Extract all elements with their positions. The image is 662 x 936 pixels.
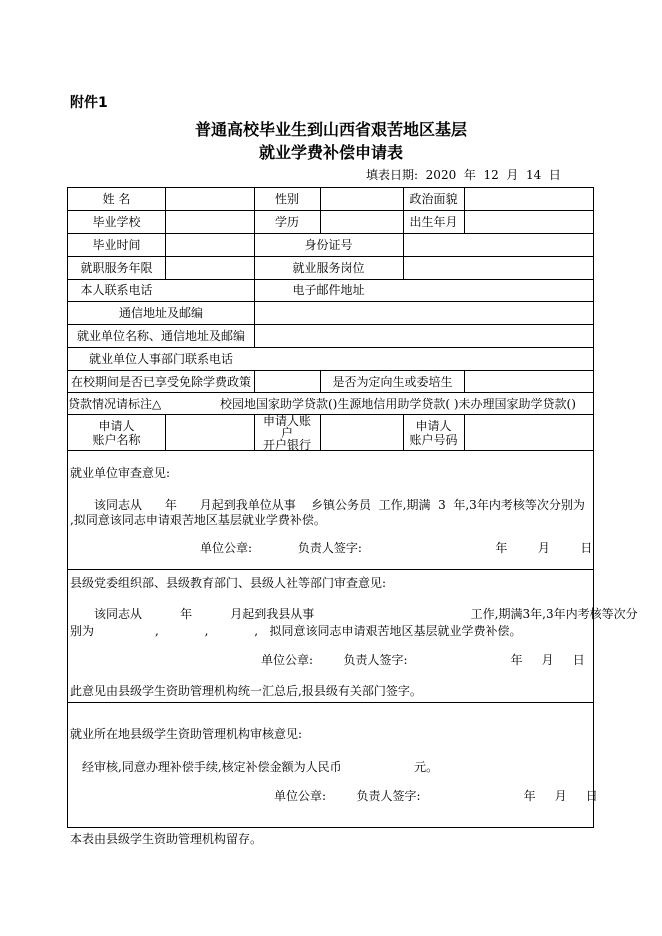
attachment-label: 附件1 [70,95,108,111]
id-number-field[interactable] [404,234,593,256]
phone-label: 本人联系电话 [80,283,153,297]
service-post-field[interactable] [404,257,593,279]
school-field[interactable] [166,211,254,233]
education-field[interactable] [321,211,403,233]
birth-label: 出生年月 [409,215,458,229]
aid-review-body: 经审核,同意办理补偿手续,核定补偿金额为人民币 元。 [82,760,439,774]
email-label: 电子邮件地址 [292,283,365,297]
phone-field[interactable] [166,279,254,301]
form-title-line2: 就业学费补偿申请表 [258,143,403,162]
employer-review-sign: 单位公章: 负责人签字: 年 月 日 [200,541,593,555]
account-number-label [403,415,464,450]
aid-review-sign: 单位公章: 负责人签字: 年 月 日 [274,789,598,803]
account-bank-line3: 开户银行 [262,438,311,450]
service-years-field[interactable] [166,257,254,279]
employer-review-body-2: ,拟同意该同志申请艰苦地区基层就业学费补偿。 [70,513,326,527]
footer-note: 本表由县级学生资助管理机构留存。 [70,832,263,846]
name-label: 姓 名 [102,192,131,206]
account-name-field[interactable] [166,415,254,450]
county-review-title: 县级党委组织部、县级教育部门、县级人社等部门审查意见: [70,576,387,590]
directed-label: 是否为定向生或委培生 [332,374,453,389]
loan-options[interactable]: 校园地国家助学贷款()生源地信用助学贷款( )未办理国家助学贷款() [220,396,576,411]
loan-label: 贷款情况请标注△ [68,396,162,411]
account-bank-line1: 申请人账 [262,415,311,428]
account-number-line1: 申请人 [415,418,452,433]
application-form-table [67,187,638,828]
email-field[interactable] [404,279,593,301]
education-label: 学历 [274,215,299,229]
fill-date: 填表日期: 2020 年 12 月 14 日 [366,168,561,182]
account-bank-field[interactable] [321,415,403,450]
directed-field[interactable] [465,371,593,392]
tuition-exempt-field[interactable] [255,371,320,392]
employer-label: 就业单位名称、通信地址及邮编 [76,329,245,343]
employer-review-body-1: 该同志从 年 月起到我单位从事 乡镇公务员 工作,期满 3 年,3年内考核等次分别为 [94,498,585,512]
service-years-label: 就职服务年限 [80,261,153,275]
gender-field[interactable] [321,188,403,210]
id-number-label: 身份证号 [304,238,353,252]
account-number-line2: 账户号码 [409,432,458,447]
account-bank-line2: 户 [280,426,293,440]
tuition-exempt-label: 在校期间是否已享受免除学费政策 [70,374,251,389]
county-review-sign: 单位公章: 负责人签字: 年 月 日 [261,653,585,667]
employer-review-title: 就业单位审查意见: [70,466,171,480]
address-label: 通信地址及邮编 [118,306,203,320]
form-title-line1: 普通高校毕业生到山西省艰苦地区基层 [194,120,467,139]
address-field[interactable] [255,302,593,324]
politics-label: 政治面貌 [409,192,458,206]
account-name-label [68,415,165,450]
grad-time-field[interactable] [166,234,254,256]
aid-review-title: 就业所在地县级学生资助管理机构审核意见: [70,727,303,741]
politics-field[interactable] [465,188,593,210]
account-name-line2: 账户名称 [92,432,141,447]
account-bank-label [254,415,320,450]
service-post-label: 就业服务岗位 [292,261,365,275]
account-name-line1: 申请人 [98,418,135,433]
gender-label: 性别 [274,192,299,206]
county-review-body-2: 别为 , , , 拟同意该同志申请艰苦地区基层就业学费补偿。 [70,624,522,638]
hr-phone-label: 就业单位人事部门联系电话 [88,352,233,366]
account-number-field[interactable] [465,415,593,450]
employer-field[interactable] [255,325,593,347]
county-review-note: 此意见由县级学生资助管理机构统一汇总后,报县级有关部门签字。 [70,684,422,698]
school-label: 毕业学校 [92,215,141,229]
county-review-body-1: 该同志从 年 月起到我县从事 工作,期满3年,3年内考核等次分 [94,607,638,621]
birth-field[interactable] [465,211,593,233]
grad-time-label: 毕业时间 [92,238,141,252]
hr-phone-field[interactable] [255,348,593,370]
name-field[interactable] [166,188,254,210]
